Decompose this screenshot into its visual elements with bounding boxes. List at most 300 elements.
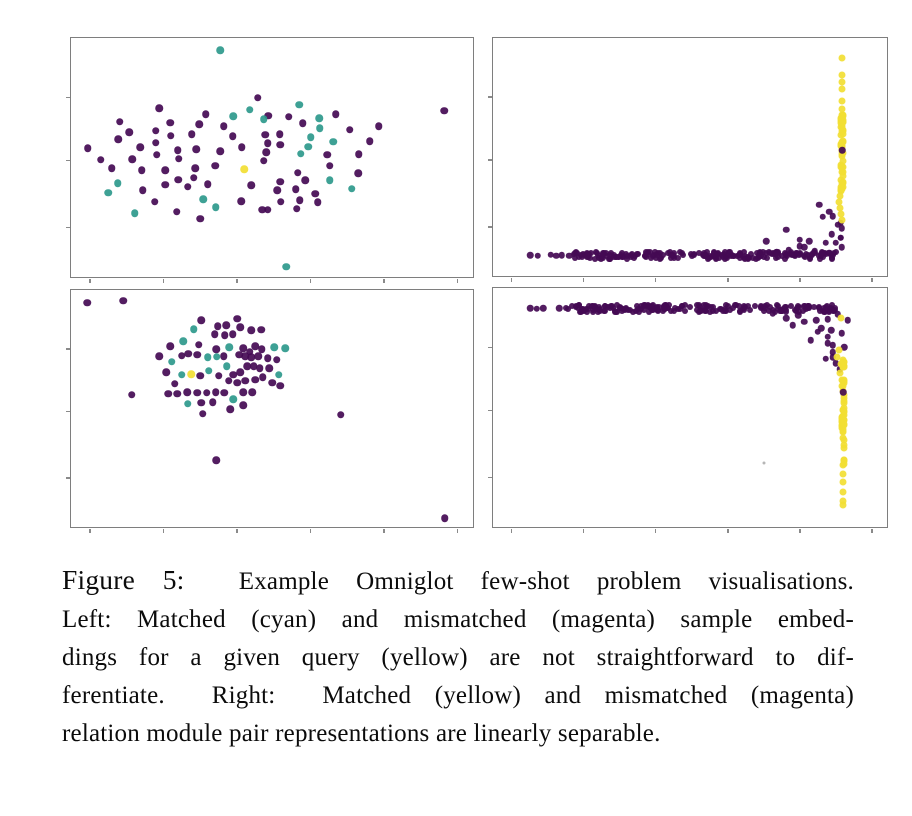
data-point [184, 400, 192, 408]
axis-tick [799, 529, 801, 533]
data-point [108, 165, 116, 173]
data-point [646, 309, 652, 315]
data-point [212, 204, 220, 212]
data-point [839, 217, 846, 224]
data-point [136, 144, 144, 152]
data-point [619, 254, 625, 260]
data-point [811, 248, 818, 255]
data-point [276, 382, 284, 390]
data-point [168, 358, 176, 366]
data-point [839, 54, 846, 61]
data-point [844, 317, 851, 324]
data-point [162, 181, 170, 189]
data-point [311, 190, 319, 198]
caption-line-text: Example Omniglot few-shot problem visualisations. [184, 568, 854, 595]
data-point [841, 408, 848, 415]
data-point [282, 344, 290, 352]
data-point [216, 148, 224, 156]
data-point [251, 376, 259, 384]
data-point [105, 189, 113, 197]
data-point [839, 147, 846, 154]
data-point [795, 312, 802, 319]
axis-tick [310, 529, 312, 533]
data-point [190, 174, 198, 182]
data-point [138, 166, 146, 174]
data-point [839, 71, 846, 78]
data-point [222, 321, 230, 329]
data-point [293, 205, 301, 213]
data-point [269, 379, 277, 387]
data-point [241, 377, 249, 385]
data-point [248, 326, 256, 334]
data-point [623, 305, 629, 311]
data-point [540, 305, 547, 312]
data-point [84, 299, 92, 307]
data-point [257, 326, 265, 334]
data-point [195, 341, 203, 349]
data-point [838, 244, 845, 251]
data-point [265, 365, 273, 373]
data-point [841, 376, 848, 383]
data-point [833, 239, 840, 246]
data-point [225, 377, 233, 385]
data-point [785, 247, 792, 254]
axis-tick [511, 529, 513, 533]
data-point [315, 114, 323, 122]
axis-tick [89, 529, 91, 533]
axis-tick [799, 278, 801, 282]
data-point [260, 157, 268, 165]
data-point [203, 389, 211, 397]
data-point [677, 249, 683, 255]
data-point [277, 178, 285, 186]
data-point [535, 253, 542, 260]
data-point [152, 127, 160, 135]
data-point [246, 106, 254, 114]
data-point [302, 176, 310, 184]
axis-tick [89, 279, 91, 283]
data-point [204, 354, 212, 362]
data-point [702, 253, 708, 259]
data-point [178, 371, 186, 379]
data-point [670, 252, 676, 258]
data-point [828, 327, 835, 334]
data-point [841, 437, 848, 444]
caption-line: Left: Matched (cyan) and mismatched (magenta) sample embed- [62, 606, 854, 633]
data-point [801, 244, 808, 251]
data-point [292, 186, 300, 194]
data-point [763, 461, 766, 464]
data-point [835, 347, 842, 354]
axis-tick [236, 279, 238, 283]
data-point [441, 107, 449, 115]
data-point [187, 371, 195, 379]
data-point [304, 143, 312, 151]
data-point [263, 149, 271, 157]
data-point [816, 304, 822, 310]
data-point [229, 113, 237, 121]
data-point [559, 252, 566, 259]
data-point [763, 238, 770, 245]
data-point [238, 143, 246, 151]
data-point [240, 389, 248, 397]
data-point [212, 456, 220, 464]
data-point [614, 309, 620, 315]
data-point [240, 402, 248, 410]
axis-tick [163, 279, 165, 283]
data-point [773, 249, 780, 256]
data-point [191, 165, 199, 173]
data-point [223, 363, 231, 371]
axis-tick [871, 529, 873, 533]
data-point [260, 115, 268, 123]
data-point [635, 251, 641, 257]
axis-tick [488, 96, 492, 98]
axis-tick [457, 279, 459, 283]
caption-line: ferentiate. Right: Matched (yellow) and mismatched (magenta) [62, 682, 854, 709]
data-point [165, 390, 173, 398]
data-point [237, 198, 245, 206]
data-point [139, 186, 147, 194]
data-point [195, 120, 203, 128]
data-point [826, 250, 833, 257]
data-point [839, 416, 846, 423]
data-point [197, 316, 205, 324]
data-point [213, 353, 221, 361]
data-point [276, 130, 284, 138]
axis-tick [488, 226, 492, 228]
data-point [817, 256, 823, 262]
data-point [234, 379, 242, 387]
data-point [156, 353, 164, 361]
data-point [838, 164, 845, 171]
data-point [179, 338, 187, 346]
data-point [326, 162, 334, 170]
data-point [354, 170, 362, 178]
data-point [258, 345, 266, 353]
data-point [254, 94, 262, 102]
data-point [209, 399, 217, 407]
data-point [838, 330, 845, 337]
data-point [823, 355, 830, 362]
data-point [783, 227, 790, 234]
data-point [162, 166, 170, 174]
data-point [841, 358, 848, 365]
data-point [220, 389, 228, 397]
data-point [841, 444, 848, 451]
data-point [120, 297, 128, 305]
figure-caption [62, 561, 854, 753]
data-point [221, 331, 229, 339]
data-point [220, 353, 228, 361]
data-point [801, 319, 808, 326]
data-point [264, 355, 272, 363]
data-point [324, 151, 332, 159]
data-point [837, 315, 844, 322]
data-point [285, 113, 293, 121]
data-point [296, 101, 304, 109]
data-point [332, 110, 340, 118]
data-point [200, 196, 208, 204]
data-point [346, 126, 354, 134]
data-point [527, 252, 534, 259]
axis-tick [488, 159, 492, 161]
data-point [808, 337, 815, 344]
data-point [375, 123, 383, 131]
data-point [175, 155, 183, 163]
data-point [183, 389, 191, 397]
axis-tick [727, 529, 729, 533]
axis-tick [66, 477, 70, 479]
axis-tick [383, 279, 385, 283]
data-point [193, 389, 201, 397]
data-point [197, 399, 205, 407]
data-point [838, 225, 845, 232]
data-point [299, 119, 307, 127]
data-point [126, 129, 134, 137]
data-point [114, 180, 122, 188]
data-point [783, 315, 790, 322]
caption-line [62, 561, 854, 601]
data-point [171, 380, 179, 388]
data-point [839, 184, 846, 191]
axis-tick [583, 529, 585, 533]
data-point [226, 344, 234, 352]
axis-tick [66, 227, 70, 229]
axis-tick [236, 529, 238, 533]
caption-line: dings for a given query (yellow) are not straightforward to dif- [62, 644, 854, 671]
data-point [818, 325, 825, 332]
data-point [806, 238, 813, 245]
caption-line: relation module pair representations are linearly separable. [62, 720, 661, 747]
data-point [661, 304, 667, 310]
axis-tick [66, 348, 70, 350]
data-point [597, 306, 603, 312]
data-point [131, 210, 139, 218]
data-point [282, 263, 290, 271]
data-point [241, 166, 249, 174]
data-point [838, 124, 845, 131]
figure-number-label: Figure 5: [62, 564, 185, 595]
axis-tick [655, 529, 657, 533]
data-point [839, 98, 846, 105]
data-point [163, 368, 171, 376]
data-point [173, 208, 181, 216]
data-point [184, 183, 192, 191]
data-point [276, 141, 284, 149]
scatter-panel-bottom-left [70, 289, 474, 528]
axis-tick [583, 278, 585, 282]
data-point [816, 201, 823, 208]
data-point [214, 323, 222, 331]
data-point [174, 146, 182, 154]
data-point [204, 181, 212, 189]
data-point [273, 186, 281, 194]
data-point [271, 344, 279, 352]
axis-tick [727, 278, 729, 282]
data-point [261, 131, 269, 139]
data-point [185, 350, 193, 358]
axis-tick [488, 410, 492, 412]
data-point [316, 125, 324, 133]
data-point [296, 196, 304, 204]
data-point [565, 306, 571, 312]
data-point [762, 303, 768, 309]
axis-tick [66, 97, 70, 99]
data-point [584, 250, 590, 256]
data-point [840, 460, 847, 467]
data-point [348, 185, 356, 193]
data-point [167, 343, 175, 351]
axis-tick [488, 347, 492, 349]
data-point [840, 502, 847, 509]
data-point [839, 86, 846, 93]
data-point [839, 106, 846, 113]
data-point [650, 253, 656, 259]
data-point [236, 368, 244, 376]
axis-tick [383, 529, 385, 533]
data-point [730, 253, 736, 259]
data-point [720, 254, 726, 260]
data-point [212, 389, 220, 397]
axis-tick [310, 279, 312, 283]
data-point [747, 307, 753, 313]
data-point [806, 304, 812, 310]
data-point [687, 304, 693, 310]
data-point [829, 231, 836, 238]
data-point [829, 213, 836, 220]
data-point [264, 206, 272, 214]
data-point [790, 322, 797, 329]
data-point [826, 309, 832, 315]
axis-tick [457, 529, 459, 533]
data-point [249, 389, 257, 397]
data-point [820, 213, 827, 220]
data-point [114, 135, 122, 143]
data-point [97, 156, 105, 164]
axis-tick [488, 477, 492, 479]
data-point [769, 310, 776, 317]
data-point [212, 345, 220, 353]
data-point [230, 396, 238, 404]
data-point [839, 79, 846, 86]
data-point [775, 303, 781, 309]
data-point [838, 114, 845, 121]
data-point [167, 132, 175, 140]
data-point [199, 410, 207, 418]
data-point [712, 253, 718, 259]
axis-tick [66, 160, 70, 162]
data-point [247, 181, 255, 189]
data-point [722, 308, 728, 314]
data-point [441, 514, 449, 522]
data-point [84, 145, 92, 153]
data-point [533, 305, 540, 312]
data-point [573, 304, 579, 310]
data-point [229, 330, 237, 338]
data-point [579, 254, 585, 260]
data-point [671, 308, 677, 314]
data-point [840, 489, 847, 496]
data-point [314, 199, 322, 207]
data-point [156, 105, 164, 113]
data-point [236, 324, 244, 332]
data-point [216, 47, 224, 55]
scatter-panel-bottom-right [492, 287, 888, 528]
data-point [682, 308, 688, 314]
axis-tick [511, 278, 513, 282]
data-point [813, 317, 820, 324]
data-point [202, 110, 210, 118]
data-point [212, 162, 220, 170]
data-point [556, 305, 563, 312]
data-point [152, 139, 160, 147]
data-point [128, 391, 136, 399]
data-point [840, 389, 847, 396]
data-point [255, 353, 263, 361]
data-point [337, 411, 345, 419]
data-point [264, 140, 272, 148]
data-point [153, 151, 161, 159]
data-point [713, 308, 719, 314]
data-point [840, 471, 847, 478]
data-point [211, 330, 219, 338]
data-point [297, 150, 305, 158]
axis-tick [655, 278, 657, 282]
data-point [294, 169, 302, 177]
data-point [355, 150, 363, 158]
data-point [190, 325, 198, 333]
data-point [791, 252, 797, 258]
data-point [192, 146, 200, 154]
data-point [273, 356, 281, 364]
scatter-panel-top-right [492, 37, 888, 277]
data-point [151, 198, 159, 206]
axis-tick [871, 278, 873, 282]
data-point [628, 252, 634, 258]
scatter-panel-top-left [70, 37, 474, 278]
data-point [329, 138, 337, 146]
data-point [128, 156, 136, 164]
data-point [116, 118, 124, 126]
data-point [188, 130, 196, 138]
data-point [527, 305, 534, 312]
data-point [745, 255, 751, 261]
data-point [607, 256, 613, 262]
data-point [197, 372, 205, 380]
data-point [571, 251, 577, 257]
data-point [366, 137, 374, 145]
data-point [277, 198, 285, 206]
data-point [229, 133, 237, 141]
data-point [167, 119, 175, 127]
data-point [196, 215, 204, 223]
axis-tick [66, 411, 70, 413]
data-point [259, 373, 267, 381]
data-point [326, 176, 334, 184]
data-point [226, 406, 234, 414]
data-point [794, 305, 800, 311]
data-point [703, 308, 709, 314]
data-point [758, 253, 764, 259]
data-point [839, 172, 846, 179]
data-point [205, 367, 213, 375]
data-point [256, 365, 264, 373]
data-point [823, 240, 830, 247]
data-point [736, 303, 742, 309]
data-point [607, 305, 613, 311]
data-point [233, 315, 241, 323]
